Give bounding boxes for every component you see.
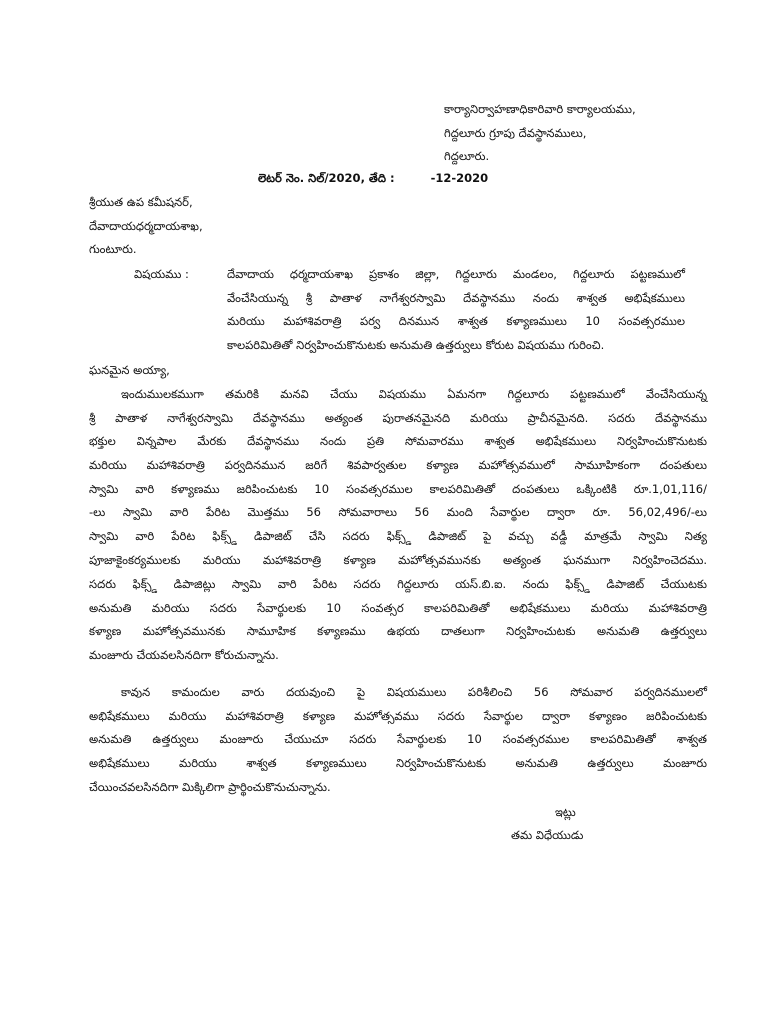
paragraph1-line: కళ్యాణ మహోత్సవమునకు సామూహిక కళ్యాణము ఉభయ దాతలుగా నిర్వహించుటకు అనుమతి ఉత్తర్వులు — [89, 624, 707, 638]
subject-line: కాలపరిమితితో నిర్వహించుకొనుటకు అనుమతి ఉత్తర్వులు కోరుట విషయము గురించి. — [227, 338, 605, 352]
closing-obediently: తమ విధేయుడు — [511, 828, 584, 842]
letter-date: -12-2020 — [430, 171, 489, 185]
sender-office-line2: గిద్దలూరు గ్రూపు దేవస్థానములు, — [444, 126, 587, 140]
recipient-line2: దేవాదాయధర్మదాయశాఖ, — [89, 219, 203, 233]
closing-yours: ఇట్లు — [555, 805, 576, 819]
reference-line — [258, 170, 488, 186]
paragraph1-line: భక్తుల విన్నపాల మేరకు దేవస్థానము నందు ప్రతి సోమవారము శాశ్వత అభిషేకములు నిర్వహించుకొనుటకు — [89, 434, 707, 448]
paragraph1-line: శ్రీ పాతాళ నాగేశ్వరస్వామి దేవస్థానము అత్యంత పురాతనమైనది మరియు ప్రాచీనమైనది. సదరు దేవస్థానము — [89, 411, 707, 425]
paragraph2-line: కావున కామందుల వారు దయవుంచి పై విషయములు పరిశీలించి 56 సోమవార పర్వదినములలో — [121, 685, 707, 699]
paragraph1-line: స్వామి వారి పేరిట ఫిక్స్డ్ డిపాజిట్ చేసి సదరు ఫిక్స్డ్ డిపాజిట్ పై వచ్చు వడ్డీ మాత్రమే స్వామి నిత్య — [89, 529, 707, 543]
paragraph1-line: ఇందుములకముగా తమరికి మనవి చేయు విషయము ఏమనగా గిద్దలూరు పట్టణములో వేంచేసియున్న — [121, 387, 707, 401]
sender-office-line3: గిద్దలూరు. — [444, 149, 490, 163]
subject-line: మరియు మహాశివరాత్రి పర్వ దినమున శాశ్వత కళ్యాణములు 10 సంవత్సరముల — [227, 314, 685, 328]
recipient-line3: గుంటూరు. — [89, 242, 137, 256]
subject-label: విషయము : — [134, 267, 189, 281]
paragraph1-line: అనుమతి మరియు సదరు సేవార్థులకు 10 సంవత్సర కాలపరిమితితో అభిషేకములు మరియు మహాశివరాత్రి — [89, 601, 707, 615]
recipient-line1: శ్రీయుత ఉప కమీషనర్, — [89, 195, 193, 209]
paragraph1-line: పూజాకైంకర్యములకు మరియు మహాశివరాత్రి కళ్యాణ మహోత్సవమునకు అత్యంత ఘనముగా నిర్వహించెదము. — [89, 553, 707, 567]
sender-office-line1: కార్యానిర్వాహణాధికారివారి కార్యాలయము, — [444, 102, 636, 116]
paragraph2-line: చేయించవలసినదిగా మిక్కిలిగా ప్రార్థించుకొనుచున్నాను. — [89, 780, 331, 794]
paragraph1-line: మంజూరు చేయవలసినదిగా కోరుచున్నాను. — [89, 648, 279, 662]
salutation: ఘనమైన అయ్యా, — [89, 363, 170, 377]
paragraph1-line: సదరు ఫిక్స్డ్ డిపాజిట్లు స్వామి వారి పేరిట సదరు గిద్దలూరు యస్.బి.ఐ. నందు ఫిక్స్డ్ డిపాజిట్ చేయుటకు — [89, 577, 707, 591]
paragraph1-line: మరియు మహాశివరాత్రి పర్వదినమున జరిగే శివపార్వతుల కళ్యాణ మహోత్సవములో సామూహికంగా దంపతులు — [89, 458, 707, 472]
paragraph2-line: అభిషేకములు మరియు మహాశివరాత్రి కళ్యాణ మహోత్సవము సదరు సేవార్థుల ద్వారా కళ్యాణం జరిపించుటకు — [89, 709, 707, 723]
paragraph1-line: -లు స్వామి వారి పేరిట మొత్తము 56 సోమవారాలు 56 మంది సేవార్థుల ద్వారా రూ. 56,02,496/-లు — [89, 505, 707, 519]
letter-number: లెటర్ నెం. నిల్/2020, తేది : — [258, 171, 395, 185]
subject-line: వేంచేసియున్న శ్రీ పాతాళ నాగేశ్వరస్వామి దేవస్థానము నందు శాశ్వత అభిషేకములు — [227, 291, 685, 305]
paragraph2-line: అభిషేకములు మరియు శాశ్వత కళ్యాణములు నిర్వహించుకొనుటకు అనుమతి ఉత్తర్వులు మంజూరు — [89, 756, 707, 770]
paragraph2-line: అనుమతి ఉత్తర్వులు మంజూరు చేయుచూ సదరు సేవార్థులకు 10 సంవత్సరముల కాలపరిమితితో శాశ్వత — [89, 732, 707, 746]
paragraph1-line: స్వామి వారి కళ్యాణము జరిపించుటకు 10 సంవత్సరముల కాలపరిమితితో దంపతులు ఒక్కింటికి రూ.1,01,116/ — [89, 482, 707, 496]
subject-line: దేవాదాయ ధర్మదాయశాఖ ప్రకాశం జిల్లా, గిద్దలూరు మండలం, గిద్దలూరు పట్టణములో — [227, 267, 685, 281]
